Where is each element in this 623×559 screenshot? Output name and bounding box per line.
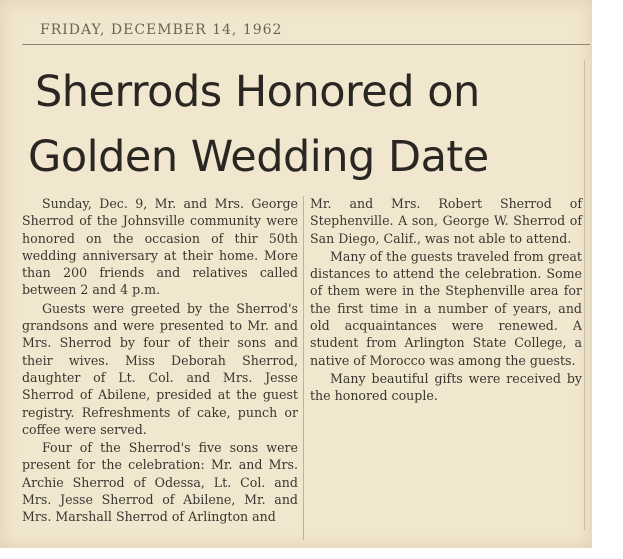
article-paragraph-3-continued: Mr. and Mrs. Robert Sherrod of Stephenville. A son, George W. Sherrod of San Diego, Calif., was not able to attend. bbox=[310, 196, 582, 246]
clipping-edge-line bbox=[584, 60, 585, 530]
article-paragraph-3: Four of the Sherrod's five sons were present for the celebration: Mr. and Mrs. Archie Sherrod of Odessa, Lt. Col. and Mrs. Jesse Sherrod of Abilene, Mr. and Mrs. Marshall Sherrod of Arlington and bbox=[22, 440, 298, 525]
dateline: FRIDAY, DECEMBER 14, 1962 bbox=[40, 22, 283, 38]
dateline-rule bbox=[22, 44, 590, 45]
article-column-left bbox=[22, 195, 298, 526]
article-paragraph-1: Sunday, Dec. 9, Mr. and Mrs. George Sherrod of the Johnsville community were honored on the occasion of thir 50th wedding anniversary at their home. More than 200 friends and relatives called between 2 and 4 p.m. bbox=[22, 196, 298, 298]
article-paragraph-2: Guests were greeted by the Sherrod's grandsons and were presented to Mr. and Mrs. Sherrod by four of their sons and their wives. Miss Deborah Sherrod, daughter of Lt. Col. and Mrs. Jesse Sherrod of Abilene, presided at the guest registry. Refreshments of cake, punch or coffee were served. bbox=[22, 300, 298, 437]
headline-line-2: Golden Wedding Date bbox=[28, 132, 489, 182]
article-column-right bbox=[310, 195, 582, 405]
article-paragraph-4: Many of the guests traveled from great distances to attend the celebration. Some of them were in the Stephenville area for the first time in a number of years, and old acquaintances were renewed. A student from Arlington State College, a native of Morocco was among the guests. bbox=[310, 248, 582, 368]
column-divider bbox=[303, 196, 304, 540]
headline-line-1: Sherrods Honored on bbox=[35, 67, 480, 117]
article-paragraph-5: Many beautiful gifts were received by the honored couple. bbox=[310, 370, 582, 404]
